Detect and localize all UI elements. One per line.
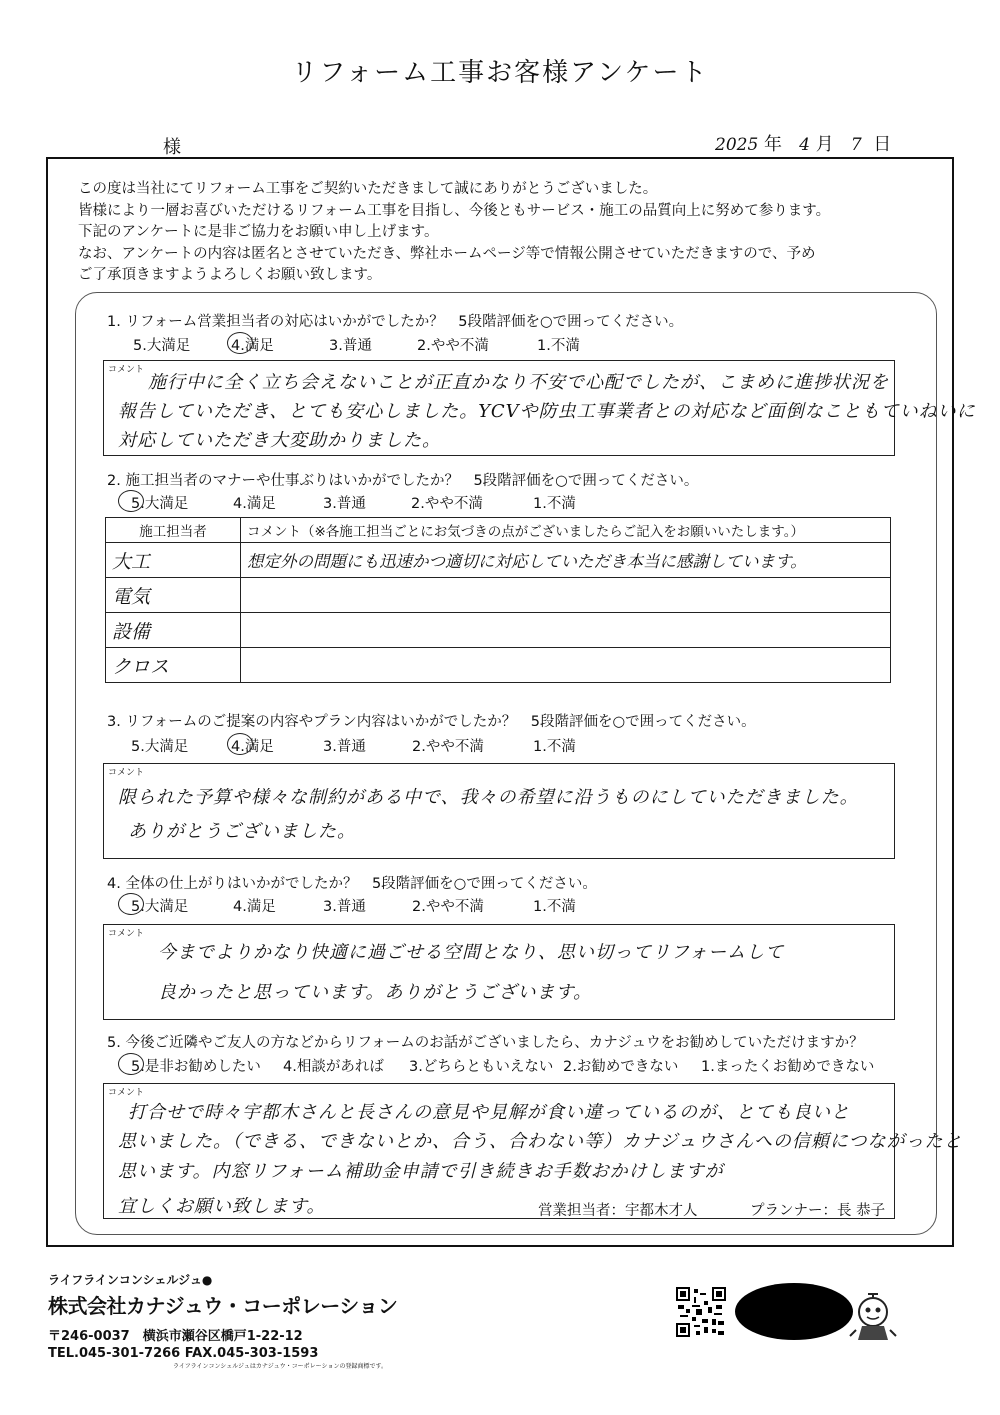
date-year-unit: 年 [764, 134, 782, 155]
staff-table-header [106, 518, 891, 543]
staff-comment[interactable]: 想定外の問題にも迅速かつ適切に対応していただき本当に感謝しています。 [241, 543, 891, 578]
table-row [106, 543, 891, 578]
q3-comment-line: 限られた予算や様々な制約がある中で、我々の希望に沿うものにしていただきました。 [118, 787, 859, 808]
staff-name: 設備 [106, 613, 241, 648]
date-month-unit: 月 [815, 134, 834, 155]
intro-text [78, 179, 928, 287]
mascot-icon [848, 1290, 898, 1345]
q1-comment-line: 報告していただき、とても安心しました。YCVや防虫工事業者との対応など面倒なこともていねいに [118, 401, 976, 422]
date-year: 2025 [715, 135, 759, 155]
q3-option-3[interactable]: 3.普通 [323, 739, 366, 755]
q1-comment-label: コメント [108, 365, 145, 375]
q4-option-3[interactable]: 3.普通 [323, 899, 366, 915]
q4-option-5[interactable]: 5.大満足 [131, 899, 189, 915]
staff-column-header: 施工担当者 [106, 518, 241, 543]
q1-option-5[interactable]: 5.大満足 [133, 338, 191, 354]
date-day: 7 [850, 135, 862, 155]
q5-comment-label: コメント [108, 1088, 145, 1098]
q3-comment-line: ありがとうございました。 [128, 821, 356, 842]
qr-code-icon [676, 1287, 726, 1337]
q1-option-2[interactable]: 2.やや不満 [417, 338, 489, 354]
q2-option-3[interactable]: 3.普通 [323, 496, 366, 512]
q1-option-3[interactable]: 3.普通 [329, 338, 372, 354]
planner: プランナー：長 恭子 [750, 1203, 886, 1219]
staff-name: 大工 [106, 543, 241, 578]
q3-comment-box [103, 763, 895, 859]
redacted-area [735, 1283, 853, 1340]
q5-selection-circle [118, 1053, 144, 1075]
q1-option-1[interactable]: 1.不満 [537, 338, 580, 354]
staff-name: クロス [106, 648, 241, 683]
q5-option-4[interactable]: 4.相談があれば [283, 1059, 384, 1075]
q5-comment-line: 思いました。（できる、できないとか、合う、合わない等）カナジュウさんへの信頼につながったと [118, 1131, 963, 1152]
sales-representative: 営業担当者：宇都木才人 [538, 1203, 698, 1219]
q4-selection-circle [118, 893, 144, 915]
staff-name: 電気 [106, 578, 241, 613]
q2-option-2[interactable]: 2.やや不満 [411, 496, 483, 512]
q3-selection-circle [227, 733, 253, 755]
intro-line: ご了承頂きますようよろしくお願い致します。 [78, 267, 382, 283]
date-month: 4 [799, 135, 810, 155]
q4-question: 4. 全体の仕上がりはいかがでしたか？ 5段階評価を○で囲ってください。 [107, 876, 597, 892]
q2-selection-circle [118, 490, 144, 512]
q5-question: 5. 今後ご近隣やご友人の方などからリフォームのお話がございましたら、カナジュウをお勧めしていただけますか？ [107, 1035, 864, 1051]
q3-option-2[interactable]: 2.やや不満 [412, 739, 484, 755]
date-day-unit: 日 [873, 134, 892, 155]
comment-column-header: コメント（※各施工担当ごとにお気づきの点がございましたらご記入をお願いいたします。） [241, 518, 891, 543]
q1-option-4[interactable]: 4.満足 [231, 338, 274, 354]
q4-option-4[interactable]: 4.満足 [233, 899, 276, 915]
survey-date [715, 130, 891, 156]
customer-name-suffix: 様 [163, 137, 181, 158]
q2-option-1[interactable]: 1.不満 [533, 496, 576, 512]
staff-table [105, 517, 891, 683]
company-address: 〒246-0037 横浜市瀬谷区橋戸1-22-12 [48, 1329, 303, 1344]
company-tel-fax: TEL.045-301-7266 FAX.045-303-1593 [48, 1346, 319, 1361]
q5-option-3[interactable]: 3.どちらともいえない [409, 1059, 554, 1075]
q4-comment-label: コメント [108, 929, 145, 939]
q5-options [131, 1055, 875, 1075]
q3-options [131, 735, 731, 755]
company-name: 株式会社カナジュウ・コーポレーション [48, 1294, 398, 1318]
q1-question: 1. リフォーム営業担当者の対応はいかがでしたか？ 5段階評価を○で囲ってください。 [107, 314, 684, 330]
table-row [106, 648, 891, 683]
q4-comment-line: 今までよりかなり快適に過ごせる空間となり、思い切ってリフォームして [158, 942, 785, 963]
table-row [106, 578, 891, 613]
q2-option-5[interactable]: 5.大満足 [131, 496, 189, 512]
staff-comment[interactable] [241, 613, 891, 648]
q4-options [131, 895, 731, 915]
q5-comment-line: 思います。内窓リフォーム補助金申請で引き続きお手数おかけしますが [118, 1161, 724, 1182]
company-info [48, 1271, 397, 1370]
q5-option-2[interactable]: 2.お勧めできない [563, 1059, 679, 1075]
q3-question: 3. リフォームのご提案の内容やプラン内容はいかがでしたか？ 5段階評価を○で囲ってください。 [107, 714, 756, 730]
q2-option-4[interactable]: 4.満足 [233, 496, 276, 512]
q2-options [131, 492, 731, 512]
q5-comment-line: 宜しくお願い致します。 [118, 1196, 326, 1217]
company-tagline: ライフラインコンシェルジュ● [48, 1273, 213, 1287]
staff-comment[interactable] [241, 578, 891, 613]
intro-line: この度は当社にてリフォーム工事をご契約いただきまして誠にありがとうございました。 [78, 181, 658, 197]
table-row [106, 613, 891, 648]
intro-line: なお、アンケートの内容は匿名とさせていただき、弊社ホームページ等で情報公開させていただきますので、予め [78, 245, 816, 262]
page-title: リフォーム工事お客様アンケート [291, 58, 709, 88]
q4-comment-line: 良かったと思っています。ありがとうございます。 [158, 982, 593, 1003]
intro-line: 皆様により一層お喜びいただけるリフォーム工事を目指し、今後ともサービス・施工の品質向上に努めて参ります。 [78, 202, 831, 219]
trademark-note: ライフラインコンシェルジュはカナジュウ・コーポレーションの登録商標です。 [173, 1363, 387, 1370]
q4-option-2[interactable]: 2.やや不満 [412, 899, 484, 915]
q4-option-1[interactable]: 1.不満 [533, 899, 576, 915]
intro-line: 下記のアンケートに是非ご協力をお願い申し上げます。 [78, 224, 439, 240]
q1-selection-circle [227, 332, 253, 354]
q3-comment-label: コメント [108, 768, 145, 778]
q3-option-5[interactable]: 5.大満足 [131, 739, 189, 755]
staff-comment[interactable] [241, 648, 891, 683]
q3-option-1[interactable]: 1.不満 [533, 739, 576, 755]
q1-comment-line: 対応していただき大変助かりました。 [118, 430, 441, 451]
q5-option-5[interactable]: 5.是非お勧めしたい [131, 1059, 261, 1075]
q5-comment-line: 打合せで時々宇都木さんと長さんの意見や見解が食い違っているのが、とても良いと [128, 1102, 850, 1123]
q1-comment-line: 施行中に全く立ち会えないことが正直かなり不安で心配でしたが、こまめに進捗状況を [148, 372, 889, 393]
q3-option-4[interactable]: 4.満足 [231, 739, 274, 755]
q1-options [133, 334, 733, 354]
q2-question: 2. 施工担当者のマナーや仕事ぶりはいかがでしたか？ 5段階評価を○で囲ってください。 [107, 473, 699, 489]
q5-option-1[interactable]: 1.まったくお勧めできない [701, 1059, 875, 1075]
